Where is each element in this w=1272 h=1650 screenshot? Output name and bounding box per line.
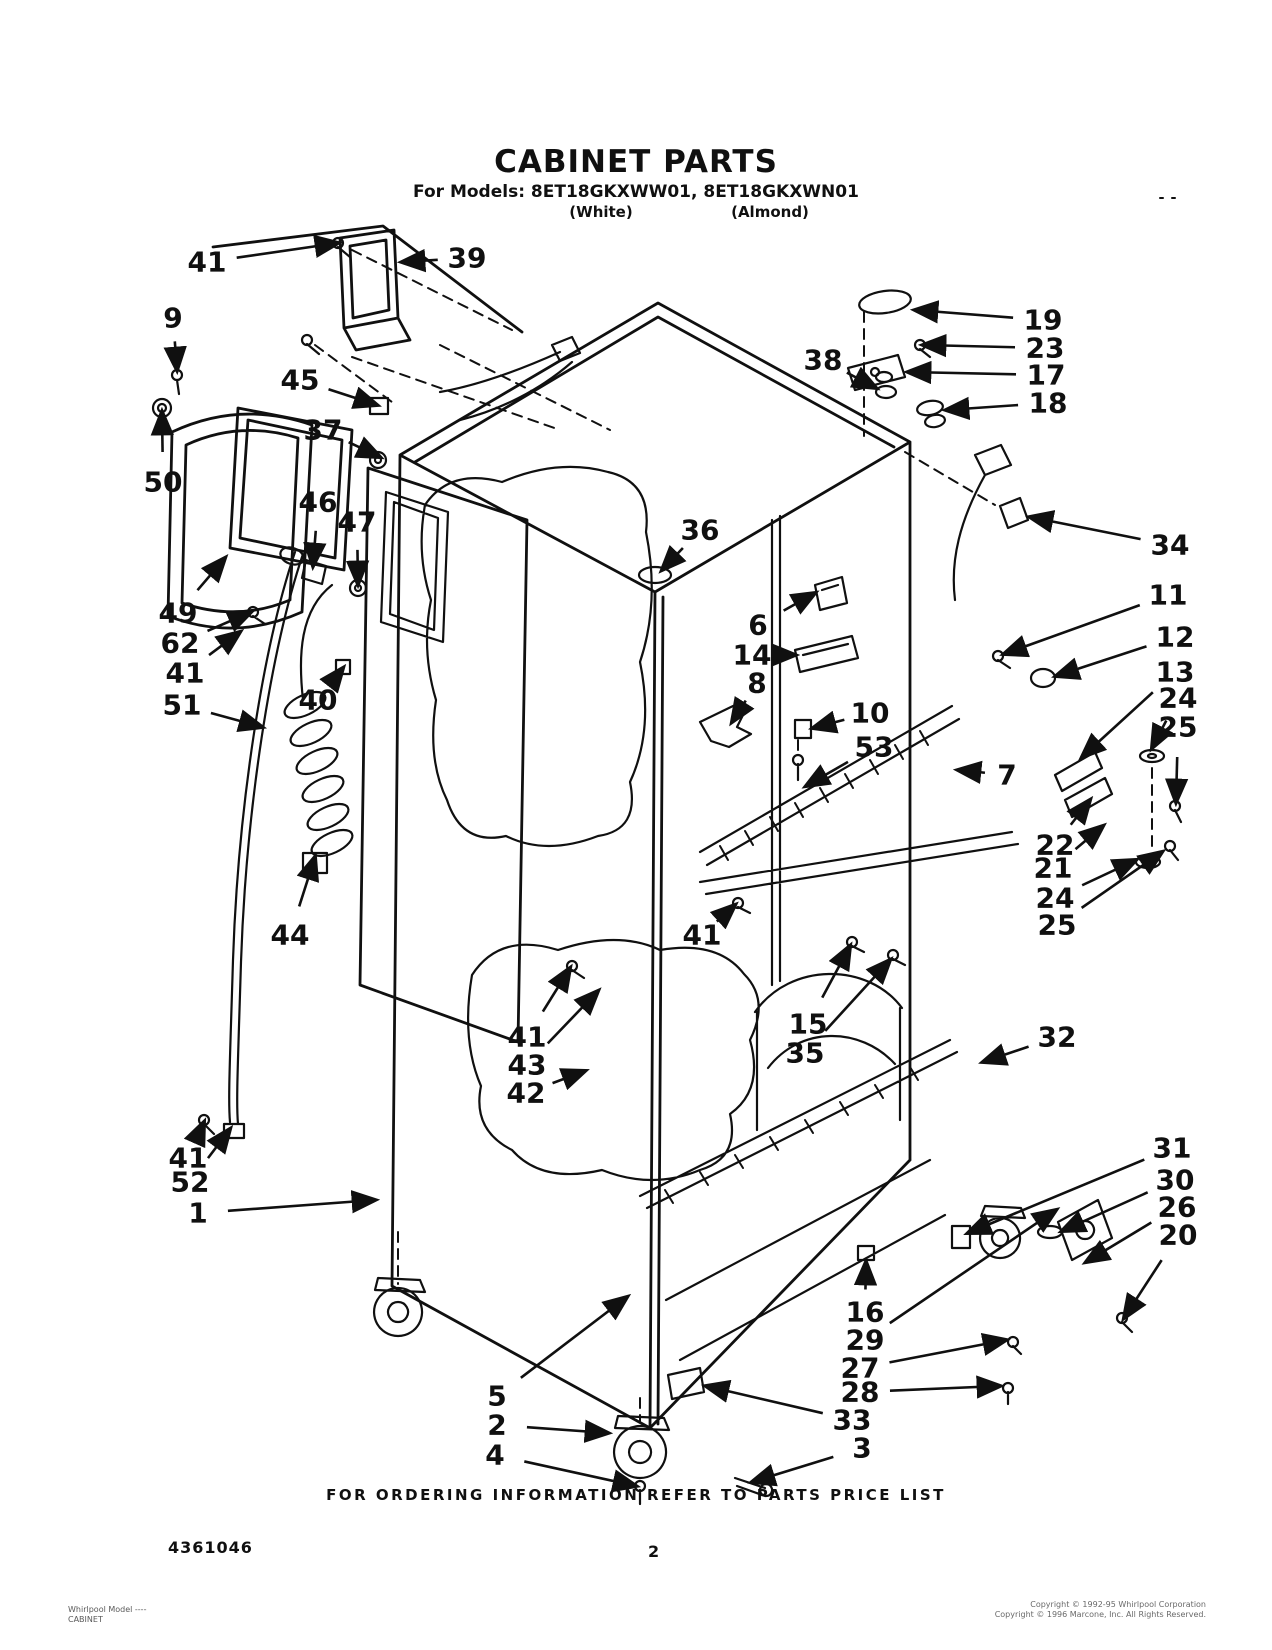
callout-arrow-52 — [208, 1129, 230, 1158]
callout-number-38: 38 — [803, 343, 843, 377]
callout-arrow-42 — [553, 1071, 585, 1083]
callout-number-31: 31 — [1152, 1131, 1192, 1165]
copyright-line2: Copyright © 1996 Marcone, Inc. All Rights Reserved. — [994, 1610, 1206, 1619]
callout-number-30: 30 — [1155, 1163, 1195, 1197]
callout-arrow-8 — [732, 701, 746, 722]
callout-number-18: 18 — [1028, 386, 1068, 420]
callout-arrow-12 — [1056, 646, 1146, 676]
callout-arrow-9 — [175, 341, 177, 370]
callout-number-8: 8 — [747, 666, 767, 700]
dashed-guides — [315, 250, 1152, 1422]
callout-number-49: 49 — [158, 596, 198, 630]
callout-arrow-19 — [915, 310, 1013, 318]
callout-number-11: 11 — [1148, 578, 1188, 612]
hardware-ellipse — [876, 386, 896, 398]
callout-number-41: 41 — [165, 656, 205, 690]
cabinet-outline — [165, 226, 910, 1428]
callout-number-41: 41 — [682, 918, 722, 952]
callout-arrow-1 — [228, 1200, 375, 1211]
callout-layer — [144, 242, 1198, 1487]
callout-arrow-6 — [784, 593, 815, 611]
corner-stamp-left — [68, 1605, 146, 1625]
callout-number-22: 22 — [1035, 828, 1075, 862]
callout-number-41: 41 — [187, 245, 227, 279]
callout-arrow-15 — [822, 946, 850, 998]
callout-arrow-27 — [889, 1340, 1006, 1362]
callout-arrow-53 — [806, 762, 848, 786]
callout-number-46: 46 — [298, 485, 338, 519]
callout-arrow-25 — [1176, 757, 1177, 802]
callout-number-20: 20 — [1158, 1218, 1198, 1252]
callout-arrow-41 — [543, 968, 570, 1012]
callout-arrow-24 — [1082, 860, 1136, 885]
callout-arrow-41 — [237, 243, 338, 258]
callout-number-44: 44 — [270, 918, 310, 952]
callout-number-9: 9 — [163, 301, 183, 335]
callout-number-40: 40 — [298, 683, 338, 717]
callout-number-4: 4 — [485, 1438, 505, 1472]
callout-number-50: 50 — [143, 465, 183, 499]
callout-arrow-4 — [524, 1461, 636, 1486]
callout-number-23: 23 — [1025, 331, 1065, 365]
callout-arrow-37 — [349, 442, 380, 457]
callout-number-36: 36 — [680, 513, 720, 547]
callout-arrow-22 — [1071, 800, 1090, 825]
hardware-ellipse — [293, 743, 341, 780]
callout-arrow-10 — [813, 720, 844, 728]
hardware-ellipse — [287, 715, 335, 752]
callout-arrow-20 — [1124, 1260, 1162, 1318]
callout-number-21: 21 — [1033, 851, 1073, 885]
callout-arrow-2 — [527, 1427, 608, 1433]
variant-almond-label: (Almond) — [731, 203, 809, 221]
page-title: CABINET PARTS — [494, 144, 778, 180]
callout-number-7: 7 — [997, 758, 1017, 792]
callout-arrow-46 — [313, 531, 316, 566]
callout-number-6: 6 — [748, 608, 768, 642]
callout-number-1: 1 — [188, 1196, 208, 1230]
hardware-ellipse — [375, 457, 381, 463]
callout-number-3: 3 — [852, 1431, 872, 1465]
copyright-stamp — [995, 1600, 1206, 1620]
callout-arrow-39 — [402, 260, 438, 262]
callout-number-29: 29 — [845, 1323, 885, 1357]
callout-arrow-28 — [890, 1386, 1000, 1391]
callout-number-51: 51 — [162, 688, 202, 722]
callout-number-10: 10 — [850, 696, 890, 730]
callout-number-47: 47 — [337, 505, 377, 539]
callout-arrow-31 — [968, 1160, 1144, 1233]
callout-number-28: 28 — [840, 1375, 880, 1409]
hardware-ellipse — [858, 287, 913, 316]
callout-arrow-36 — [662, 548, 683, 570]
hardware-ellipse — [1140, 750, 1164, 762]
callout-arrow-7 — [958, 770, 985, 773]
callout-number-25: 25 — [1158, 710, 1198, 744]
variant-white-label: (White) — [569, 203, 633, 221]
callout-arrow-44 — [299, 857, 315, 906]
callout-number-5: 5 — [487, 1379, 507, 1413]
callout-number-45: 45 — [280, 363, 320, 397]
callout-number-43: 43 — [507, 1048, 547, 1082]
callout-number-41: 41 — [168, 1141, 208, 1175]
ordering-note: FOR ORDERING INFORMATION REFER TO PARTS PRICE LIST — [326, 1486, 946, 1504]
copyright-line1: Copyright © 1992-95 Whirlpool Corporation — [1030, 1600, 1206, 1609]
callout-arrow-41 — [195, 1122, 204, 1142]
callout-arrow-47 — [357, 550, 358, 584]
hardware-ellipse — [299, 771, 347, 808]
callout-number-24: 24 — [1035, 881, 1075, 915]
hardware-ellipse — [639, 567, 671, 583]
callout-number-53: 53 — [854, 730, 894, 764]
callout-arrow-13 — [1082, 692, 1153, 757]
callout-arrow-5 — [521, 1297, 627, 1378]
callout-arrow-3 — [752, 1457, 833, 1482]
callout-number-27: 27 — [840, 1351, 880, 1385]
hardware-ellipse — [871, 368, 879, 376]
callout-number-12: 12 — [1155, 620, 1195, 654]
callout-number-33: 33 — [832, 1403, 872, 1437]
callout-number-15: 15 — [788, 1007, 828, 1041]
callout-number-14: 14 — [732, 638, 772, 672]
callout-arrow-33 — [706, 1386, 823, 1413]
callout-arrow-41 — [209, 632, 240, 655]
callout-arrow-23 — [923, 345, 1015, 347]
callout-number-52: 52 — [170, 1165, 210, 1199]
hardware-ellipse — [1038, 1226, 1062, 1238]
callout-arrow-50 — [162, 412, 163, 452]
callout-arrow-29 — [890, 1210, 1056, 1323]
callout-number-41: 41 — [507, 1020, 547, 1054]
callout-number-24: 24 — [1158, 681, 1198, 715]
callout-arrow-21 — [1076, 826, 1104, 849]
callout-arrow-18 — [946, 405, 1018, 410]
hardware-ellipse — [158, 404, 166, 412]
corner-left-line1: Whirlpool Model ---- — [68, 1605, 147, 1614]
models-line: For Models: 8ET18GKXWW01, 8ET18GKXWN01 — [413, 182, 859, 202]
callout-number-19: 19 — [1023, 303, 1063, 337]
callout-number-42: 42 — [506, 1076, 546, 1110]
callout-arrow-32 — [983, 1047, 1029, 1062]
hardware-ellipse — [1031, 669, 1055, 687]
callout-number-35: 35 — [785, 1036, 825, 1070]
hardware-ellipse — [1148, 754, 1156, 758]
callout-arrow-17 — [908, 372, 1016, 374]
callout-number-34: 34 — [1150, 528, 1190, 562]
callout-number-26: 26 — [1157, 1190, 1197, 1224]
callout-number-25: 25 — [1037, 908, 1077, 942]
callout-number-2: 2 — [487, 1408, 507, 1442]
callout-arrow-16 — [865, 1262, 866, 1290]
corner-left-line2: CABINET — [68, 1615, 103, 1624]
callout-arrow-51 — [211, 713, 262, 727]
callout-arrow-26 — [1086, 1223, 1151, 1262]
callout-arrow-35 — [825, 960, 890, 1031]
callout-number-32: 32 — [1037, 1020, 1077, 1054]
document-number: 4361046 — [168, 1538, 253, 1557]
callout-number-39: 39 — [447, 241, 487, 275]
callout-arrow-34 — [1030, 517, 1141, 539]
callout-arrow-49 — [197, 558, 225, 590]
callout-arrow-43 — [548, 991, 598, 1043]
hardware-ellipse — [355, 585, 361, 591]
callout-number-17: 17 — [1026, 358, 1066, 392]
callout-number-62: 62 — [160, 626, 200, 660]
page-number: 2 — [648, 1542, 660, 1561]
callout-arrow-11 — [1004, 605, 1140, 654]
callout-number-37: 37 — [303, 413, 343, 447]
callout-number-13: 13 — [1155, 655, 1195, 689]
callout-number-16: 16 — [845, 1295, 885, 1329]
